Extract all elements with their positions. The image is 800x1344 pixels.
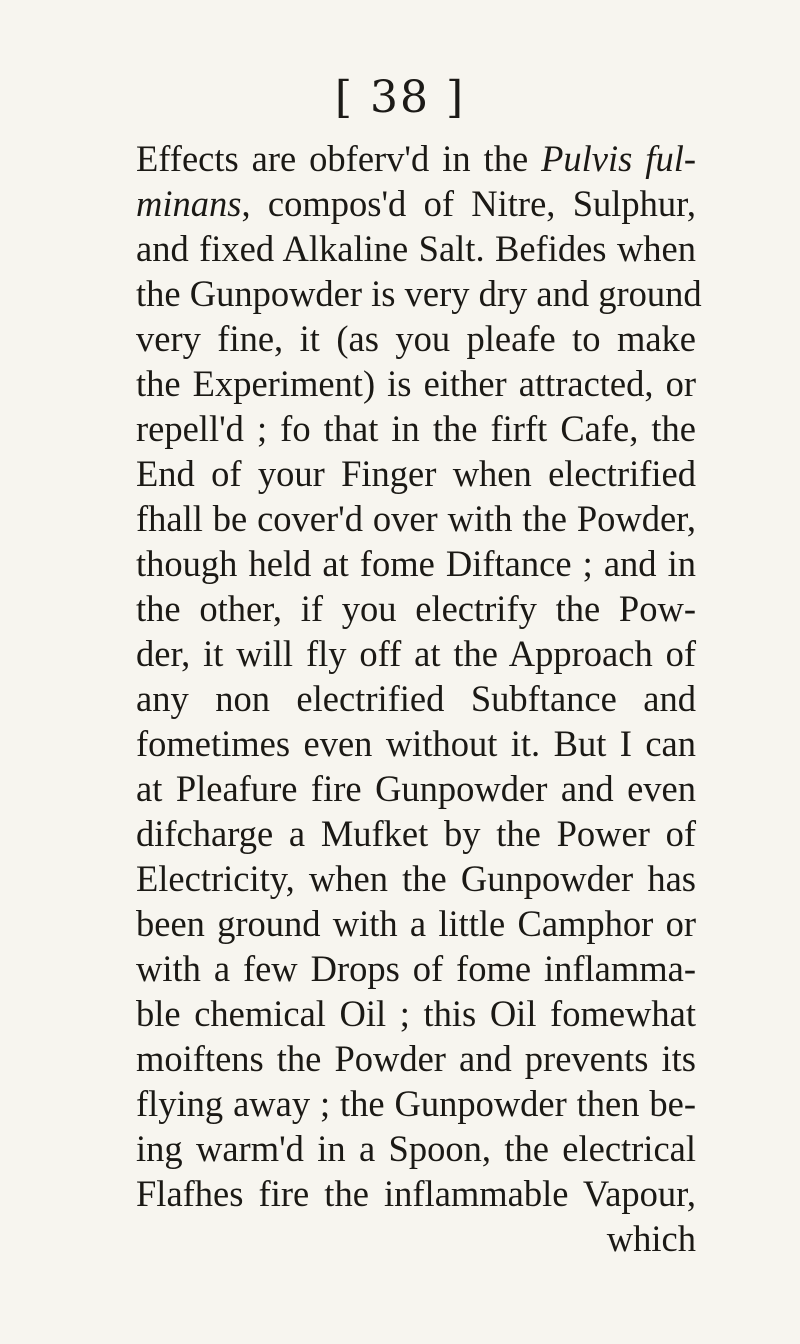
text-line (136, 631, 696, 676)
text-line (136, 1126, 696, 1171)
text-run: ble chemical Oil ; this Oil fomewhat (136, 993, 696, 1034)
text-line (136, 901, 696, 946)
italic-text: Pulvis ful- (541, 138, 696, 179)
text-line (136, 361, 696, 406)
text-line (136, 766, 696, 811)
text-line (136, 181, 696, 226)
text-run: ing warm'd in a Spoon, the electrical (136, 1128, 696, 1169)
text-run: fhall be cover'd over with the Powder, (136, 498, 696, 539)
text-line (136, 316, 696, 361)
text-run: which (606, 1218, 696, 1259)
text-run: End of your Finger when electrified (136, 453, 696, 494)
text-line (136, 991, 696, 1036)
text-line (136, 496, 696, 541)
text-line (136, 856, 696, 901)
text-run: Flafhes fire the inflammable Vapour, (136, 1173, 696, 1214)
text-run: the Experiment) is either attracted, or (136, 363, 696, 404)
text-run: been ground with a little Camphor or (136, 903, 696, 944)
text-run: repell'd ; fo that in the firft Cafe, the (136, 408, 696, 449)
text-run: the other, if you electrify the Pow- (136, 588, 696, 629)
text-run: , compos'd of Nitre, Sulphur, (241, 183, 696, 224)
body-text (136, 136, 702, 1261)
italic-text: minans (136, 183, 242, 224)
text-line (136, 541, 696, 586)
text-line (136, 1036, 696, 1081)
text-line (136, 946, 696, 991)
text-run: with a few Drops of fome inflamma- (136, 948, 696, 989)
text-line (136, 271, 702, 316)
text-run: though held at fome Diftance ; and in (136, 543, 696, 584)
text-line (136, 226, 696, 271)
text-line (136, 406, 696, 451)
text-run: at Pleafure fire Gunpowder and even (136, 768, 696, 809)
text-run: der, it will fly off at the Approach of (136, 633, 696, 674)
text-run: fometimes even without it. But I can (136, 723, 696, 764)
text-run: difcharge a Mufket by the Power of (136, 813, 696, 854)
text-run: Electricity, when the Gunpowder has (136, 858, 696, 899)
page-number: [ 38 ] (334, 72, 466, 123)
text-run: and fixed Alkaline Salt. Befides when (136, 228, 696, 269)
text-run: the Gunpowder is very dry and ground (136, 273, 702, 314)
text-line (136, 721, 696, 766)
text-line (136, 136, 696, 181)
text-run: moiftens the Powder and prevents its (136, 1038, 696, 1079)
text-line (136, 451, 696, 496)
text-line (136, 811, 696, 856)
text-line (136, 676, 696, 721)
text-run: flying away ; the Gunpowder then be- (136, 1083, 696, 1124)
text-run: Effects are obferv'd in the (136, 138, 542, 179)
text-line (136, 1171, 696, 1216)
text-line (136, 1081, 696, 1126)
text-run: very fine, it (as you pleafe to make (136, 318, 696, 359)
text-line (136, 1216, 696, 1261)
text-line (136, 586, 696, 631)
text-run: any non electrified Subftance and (136, 678, 696, 719)
